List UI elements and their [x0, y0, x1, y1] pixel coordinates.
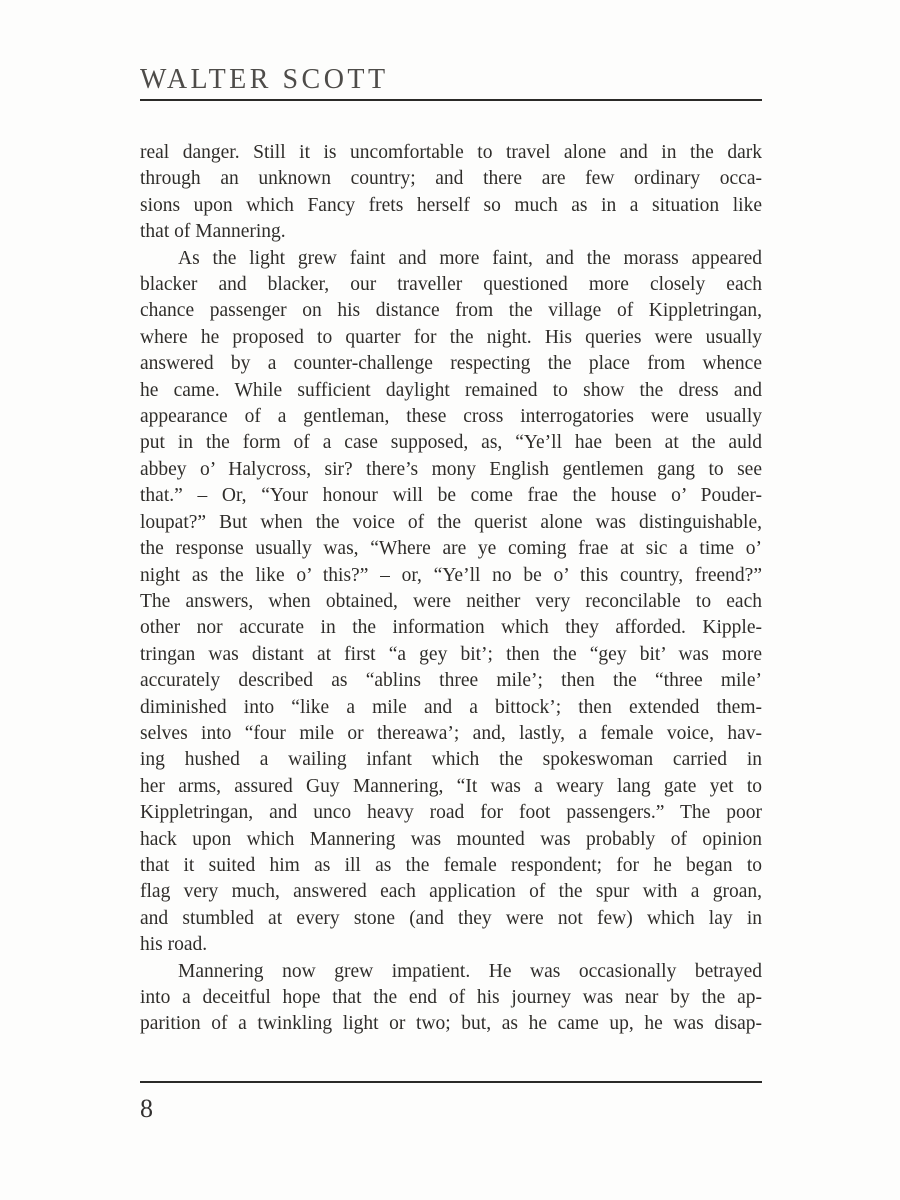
text-line: that.” – Or, “Your honour will be come frae the house o’ Pouder- [140, 485, 762, 507]
text-line: Mannering now grew impatient. He was occasionally betrayed [178, 960, 762, 982]
text-line: and stumbled at every stone (and they were not few) which lay in [140, 907, 762, 929]
text-line: that of Mannering. [140, 221, 286, 243]
header-rule [140, 99, 762, 101]
text-line: her arms, assured Guy Mannering, “It was a weary lang gate yet to [140, 775, 762, 797]
text-line: his road. [140, 934, 208, 956]
text-line: As the light grew faint and more faint, and the morass appeared [178, 247, 762, 269]
text-line: answered by a counter-challenge respecting the place from whence [140, 353, 762, 375]
text-line: The answers, when obtained, were neither very reconcilable to each [140, 590, 762, 612]
text-line: Kippletringan, and unco heavy road for foot passengers.” The poor [140, 802, 762, 824]
text-line: into a deceitful hope that the end of his journey was near by the ap- [140, 987, 762, 1008]
text-line: selves into “four mile or thereawa’; and, lastly, a female voice, hav- [140, 722, 762, 744]
text-line: tringan was distant at first “a gey bit’; then the “gey bit’ was more [140, 643, 762, 665]
text-line: hack upon which Mannering was mounted was probably of opinion [140, 828, 762, 850]
text-line: night as the like o’ this?” – or, “Ye’ll no be o’ this country, freend?” [140, 564, 762, 586]
text-line: appearance of a gentleman, these cross interrogatories were usually [140, 406, 762, 428]
text-line: through an unknown country; and there are few ordinary occa- [140, 168, 762, 190]
text-line: chance passenger on his distance from the village of Kippletringan, [140, 300, 762, 322]
text-line: flag very much, answered each application of the spur with a groan, [140, 881, 762, 903]
text-line: parition of a twinkling light or two; but, as he came up, he was disap- [140, 1013, 762, 1035]
text-line: ing hushed a wailing infant which the spokeswoman carried in [140, 749, 762, 771]
text-line: he came. While sufficient daylight remained to show the dress and [140, 379, 762, 401]
text-line: sions upon which Fancy frets herself so much as in a situation like [140, 194, 762, 216]
text-line: other nor accurate in the information which they afforded. Kipple- [140, 617, 762, 639]
page-header-author: WALTER SCOTT [140, 64, 389, 95]
text-line: loupat?” But when the voice of the querist alone was distinguishable, [140, 511, 762, 533]
text-line: the response usually was, “Where are ye coming frae at sic a time o’ [140, 538, 762, 560]
body-text [140, 140, 762, 1038]
text-line: real danger. Still it is uncomfortable to travel alone and in the dark [140, 142, 762, 163]
footer-rule [140, 1081, 762, 1083]
text-line: where he proposed to quarter for the night. His queries were usually [140, 326, 762, 348]
text-line: that it suited him as ill as the female respondent; for he began to [140, 854, 762, 876]
text-line: put in the form of a case supposed, as, “Ye’ll hae been at the auld [140, 432, 762, 454]
text-line: accurately described as “ablins three mile’; then the “three mile’ [140, 670, 762, 692]
text-line: blacker and blacker, our traveller questioned more closely each [140, 274, 762, 296]
page-number: 8 [140, 1094, 153, 1123]
text-line: abbey o’ Halycross, sir? there’s mony English gentlemen gang to see [140, 458, 762, 480]
text-line: diminished into “like a mile and a bittock’; then extended them- [140, 696, 762, 718]
